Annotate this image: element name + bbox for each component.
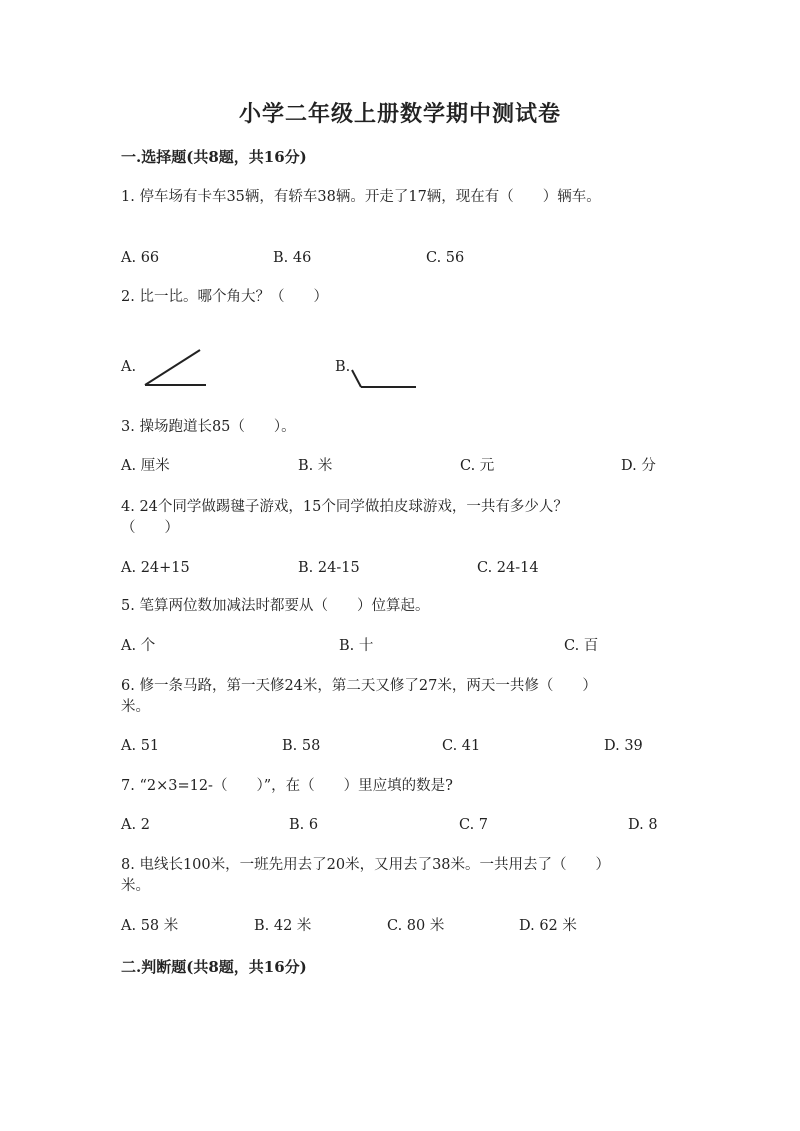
- q7-option-d[interactable]: D. 8: [628, 817, 658, 833]
- q3-option-a[interactable]: A. 厘米: [121, 458, 170, 474]
- q7-option-c[interactable]: C. 7: [459, 817, 489, 833]
- q6-option-b[interactable]: B. 58: [282, 738, 321, 754]
- q8-option-c[interactable]: C. 80 米: [387, 918, 445, 934]
- q7-option-b[interactable]: B. 6: [289, 817, 319, 833]
- question-7: 7. “2×3=12-（ ）”，在（ ）里应填的数是?: [121, 778, 453, 794]
- q5-option-c[interactable]: C. 百: [564, 638, 599, 654]
- q1-option-c[interactable]: C. 56: [426, 250, 465, 266]
- q7-option-a[interactable]: A. 2: [121, 817, 150, 833]
- question-1: 1. 停车场有卡车35辆，有轿车38辆。开走了17辆，现在有（ ）辆车。: [121, 189, 601, 205]
- q6-option-a[interactable]: A. 51: [121, 738, 160, 754]
- q1-option-b[interactable]: B. 46: [273, 250, 312, 266]
- q5-option-a[interactable]: A. 个: [121, 638, 156, 654]
- question-4-blank: （ ）: [121, 520, 179, 536]
- q3-option-c[interactable]: C. 元: [460, 458, 495, 474]
- q4-option-a[interactable]: A. 24+15: [121, 560, 190, 576]
- question-6-unit: 米。: [121, 699, 150, 715]
- question-8: 8. 电线长100米，一班先用去了20米，又用去了38米。一共用去了（ ）: [121, 857, 611, 873]
- angle-b-figure: [348, 366, 423, 396]
- q8-option-a[interactable]: A. 58 米: [121, 918, 179, 934]
- question-5: 5. 笔算两位数加减法时都要从（ ）位算起。: [121, 598, 430, 614]
- q8-option-d[interactable]: D. 62 米: [519, 918, 577, 934]
- section-heading-true-false: 二.判断题(共8题，共16分): [121, 958, 307, 976]
- q2-option-b[interactable]: B.: [335, 359, 351, 375]
- section-heading-multiple-choice: 一.选择题(共8题，共16分): [121, 148, 307, 166]
- q4-option-b[interactable]: B. 24-15: [298, 560, 360, 576]
- page-title: 小学二年级上册数学期中测试卷: [238, 101, 561, 127]
- question-3: 3. 操场跑道长85（ ）。: [121, 419, 296, 435]
- q5-option-b[interactable]: B. 十: [339, 638, 374, 654]
- q6-option-d[interactable]: D. 39: [604, 738, 643, 754]
- q2-option-a[interactable]: A.: [121, 359, 137, 375]
- q1-option-a[interactable]: A. 66: [121, 250, 160, 266]
- question-4: 4. 24个同学做踢毽子游戏，15个同学做拍皮球游戏，一共有多少人？: [121, 499, 568, 515]
- q3-option-b[interactable]: B. 米: [298, 458, 333, 474]
- q6-option-c[interactable]: C. 41: [442, 738, 481, 754]
- question-2: 2. 比一比。哪个角大？（ ）: [121, 289, 328, 305]
- q8-option-b[interactable]: B. 42 米: [254, 918, 312, 934]
- q3-option-d[interactable]: D. 分: [621, 458, 656, 474]
- q4-option-c[interactable]: C. 24-14: [477, 560, 539, 576]
- question-6: 6. 修一条马路，第一天修24米，第二天又修了27米，两天一共修（ ）: [121, 678, 597, 694]
- question-8-unit: 米。: [121, 878, 150, 894]
- angle-a-figure: [140, 346, 210, 391]
